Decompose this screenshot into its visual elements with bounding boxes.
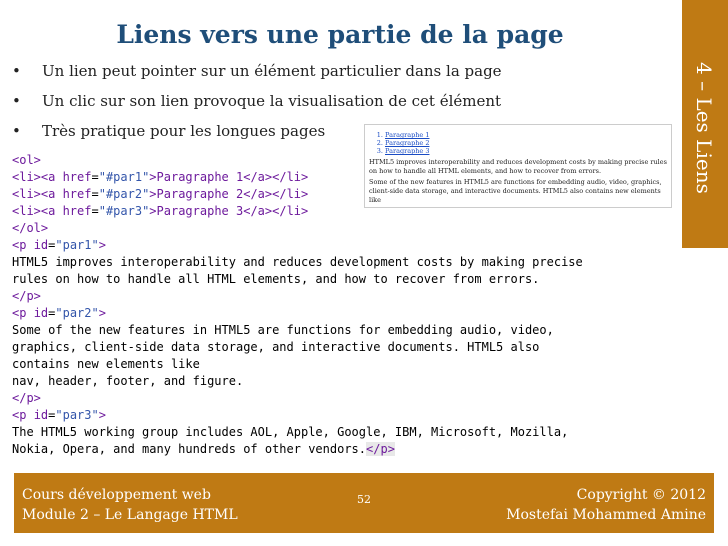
footer-right: [506, 485, 706, 525]
footer-bar: [14, 473, 714, 533]
section-label: 4 – Les Liens: [692, 62, 716, 194]
bullet-dot: •: [12, 122, 21, 140]
bullet-text: Un clic sur son lien provoque la visualisation de cet élément: [42, 92, 502, 110]
page-number: 52: [357, 493, 371, 506]
course-name: Cours développement web: [22, 487, 211, 503]
code-block: <ol> <li><a href="#par1">Paragraphe 1</a></li> <li><a href="#par2">Paragraphe 2</a></li> <li><a href="#par3">Paragraphe 3</a></li> </ol> <p id="par1"> HTML5 improves interoperability and reduces development costs by making precise rules on how to handle all HTML elements, and how to recover from errors. </p> <p id="par2"> Some of the new features in HTML5 are functions for embedding audio, video, graphics, client-side data storage, and interactive documents. HTML5 also contains new elements like nav, header, footer, and figure. </p> <p id="par3"> The HTML5 working group includes AOL, Apple, Google, IBM, Microsoft, Mozilla, Nokia, Opera, and many hundreds of other vendors.</p>: [12, 153, 583, 456]
slide-title: Liens vers une partie de la page: [116, 20, 564, 49]
author: Mostefai Mohammed Amine: [506, 507, 706, 523]
bullet-dot: •: [12, 92, 21, 110]
bullet-item: [12, 92, 672, 122]
preview-link[interactable]: 2. Paragraphe 2: [385, 139, 671, 147]
copyright: Copyright © 2012: [576, 487, 706, 503]
preview-paragraph: HTML5 improves interoperability and reduces development costs by making precise rules on how to handle all HTML elements, and how to recover from errors.: [369, 158, 667, 175]
bullet-item: [12, 62, 672, 92]
preview-paragraph: Some of the new features in HTML5 are functions for embedding audio, video, graphics, client-side data storage, and interactive documents. HTML5 also contains new elements like: [369, 178, 662, 204]
bullet-text: Très pratique pour les longues pages: [42, 122, 326, 140]
bullet-dot: •: [12, 62, 21, 80]
module-name: Module 2 – Le Langage HTML: [22, 507, 238, 523]
bullet-text: Un lien peut pointer sur un élément particulier dans la page: [42, 62, 502, 80]
preview-link[interactable]: 1. Paragraphe 1: [385, 131, 671, 139]
preview-link[interactable]: 3. Paragraphe 3: [385, 147, 671, 155]
